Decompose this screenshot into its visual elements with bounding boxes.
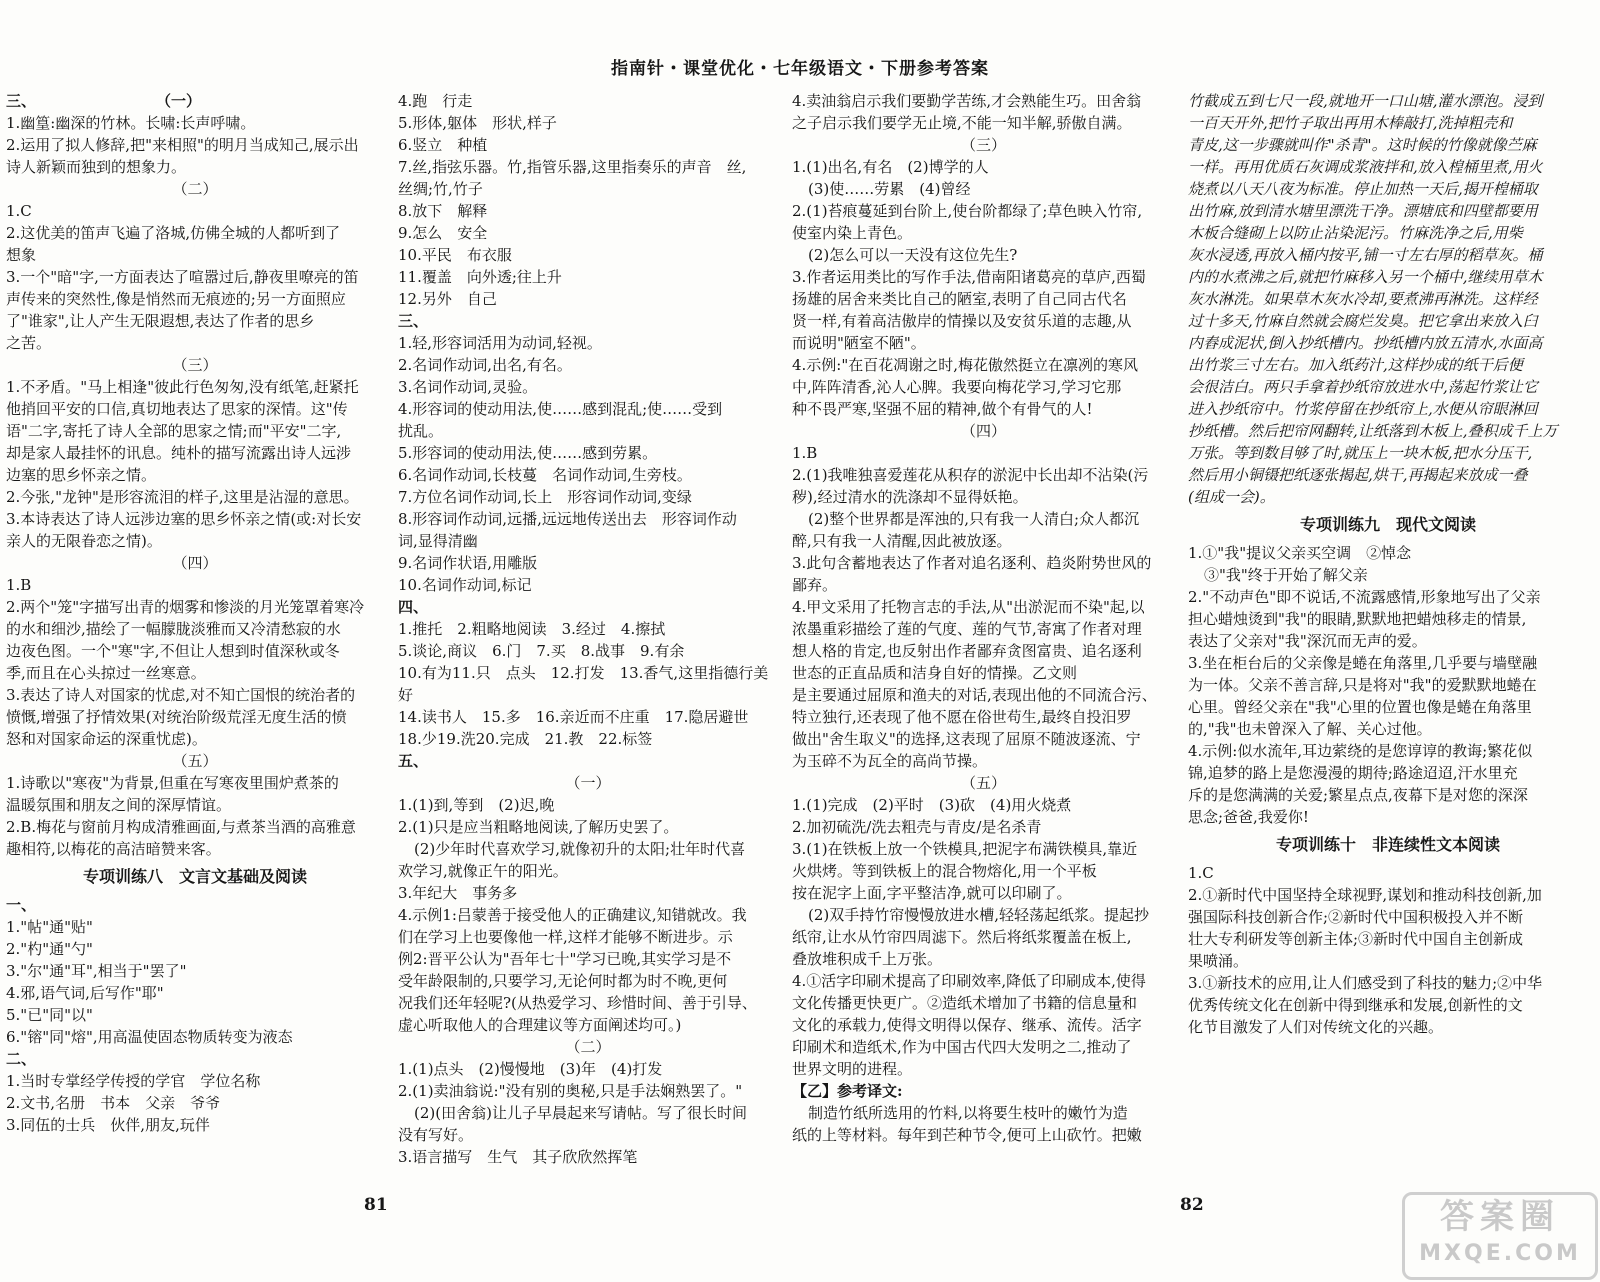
answer-line: 3.一个"暗"字,一方面表达了喧嚣过后,静夜里嘹亮的笛 xyxy=(6,268,359,286)
answer-line: 11.覆盖 向外透;往上升 xyxy=(398,268,562,286)
subsection-heading: （三） xyxy=(960,136,1006,154)
answer-line: 2.加初硫洗/洗去粗壳与青皮/是名杀青 xyxy=(792,818,1042,836)
answer-line: 化节目激发了人们对传统文化的兴趣。 xyxy=(1188,1018,1444,1036)
answer-column-1 xyxy=(6,90,384,1136)
answer-line: 1.(1)完成 (2)平时 (3)砍 (4)用火烧煮 xyxy=(792,796,1072,814)
answer-line: 2.这优美的笛声飞遍了洛城,仿佛全城的人都听到了 xyxy=(6,224,341,242)
answer-line: 鄙弃。 xyxy=(792,576,838,594)
answer-line: 2.(1)只是应当粗略地阅读,了解历史罢了。 xyxy=(398,818,679,836)
answer-line: 3.同伍的士兵 伙伴,朋友,玩伴 xyxy=(6,1116,210,1134)
answer-line: 1.诗歌以"寒夜"为背景,但重在写寒夜里围炉煮茶的 xyxy=(6,774,339,792)
answer-column-4 xyxy=(1188,90,1588,1038)
answer-line: 特立独行,还表现了他不愿在俗世苟生,最终自投汨罗 xyxy=(792,708,1132,726)
answer-line: 万张。等到数目够了时,就压上一块木板,把水分压干, xyxy=(1188,444,1533,462)
answer-line: 声传来的突然性,像是悄然而无痕迹的;另一方面照应 xyxy=(6,290,346,308)
answer-line: 出竹麻,放到清水塘里漂洗干净。漂塘底和四壁都要用 xyxy=(1188,202,1538,220)
answer-line: 4.示例1:吕蒙善于接受他人的正确建议,知错就改。我 xyxy=(398,906,747,924)
answer-line: 种不畏严寒,坚强不屈的精神,做个有骨气的人! xyxy=(792,400,1093,418)
answer-line: 边夜色图。一个"寒"字,不但让人想到时值深秋或冬 xyxy=(6,642,340,660)
watermark-text-top: 答案圈 xyxy=(1440,1197,1560,1237)
answer-line: 3.此句含蓄地表达了作者对追名逐利、趋炎附势世风的 xyxy=(792,554,1152,572)
answer-line: 扰乱。 xyxy=(398,422,444,440)
answer-line: (2)整个世界都是浑浊的,只有我一人清白;众人都沉 xyxy=(808,510,1140,528)
answer-line: 1.当时专掌经学传授的学官 学位名称 xyxy=(6,1072,261,1090)
answer-line: 出竹浆三寸左右。加入纸药汁,这样抄成的纸干后便 xyxy=(1188,356,1523,374)
answer-line: 他捎回平安的口信,真切地表达了思家的深情。这"传 xyxy=(6,400,348,418)
answer-line: 1.轻,形容词活用为动词,轻视。 xyxy=(398,334,602,352)
answer-line: 1.不矛盾。"马上相逢"彼此行色匆匆,没有纸笔,赶紧托 xyxy=(6,378,359,396)
answer-line: 7.方位名词作动词,长上 形容词作动词,变绿 xyxy=(398,488,692,506)
answer-line: 5.形体,躯体 形状,样子 xyxy=(398,114,557,132)
answer-line: 灰水淋洗。如果草木灰水冷却,要煮沸再淋洗。这样经 xyxy=(1188,290,1538,308)
answer-line: 4.卖油翁启示我们要勤学苦练,才会熟能生巧。田舍翁 xyxy=(792,92,1142,110)
answer-line: 愤慨,增强了抒情效果(对统治阶级荒淫无度生活的愤 xyxy=(6,708,347,726)
answer-line: 而说明"陋室不陋"。 xyxy=(792,334,926,352)
answer-line: 一样。再用优质石灰调成浆液拌和,放入楻桶里煮,用火 xyxy=(1188,158,1543,176)
answer-line: 抄纸槽。然后把帘网翻转,让纸落到木板上,叠积成千上万 xyxy=(1188,422,1558,440)
answer-line: 的水和细沙,描绘了一幅朦胧淡雅而又冷清愁寂的水 xyxy=(6,620,341,638)
answer-line: 想人格的肯定,也反射出作者鄙弃贪图富贵、追名逐利 xyxy=(792,642,1142,660)
answer-line: 秽),经过清水的洗涤却不显得妖艳。 xyxy=(792,488,1028,506)
answer-line: 是主要通过屈原和渔夫的对话,表现出他的不同流合污、 xyxy=(792,686,1157,704)
answer-line: 丝绸;竹,竹子 xyxy=(398,180,483,198)
answer-line: 3."尔"通"耳",相当于"罢了" xyxy=(6,962,187,980)
answer-line: (组成一会)。 xyxy=(1188,488,1275,506)
answer-line: 2.①新时代中国坚持全球视野,谋划和推动科技创新,加 xyxy=(1188,886,1542,904)
answer-line: 的,"我"也未曾深入了解、关心过他。 xyxy=(1188,720,1432,738)
answer-line: 烧煮以八天八夜为标准。停止加热一天后,揭开楻桶取 xyxy=(1188,180,1538,198)
answer-line: 6.竖立 种植 xyxy=(398,136,488,154)
answer-line: (2)(田舍翁)让儿子早晨起来写请帖。写了很长时间 xyxy=(414,1104,747,1122)
answer-line: 果喷涌。 xyxy=(1188,952,1249,970)
answer-line: 了"谁家",让人产生无限遐想,表达了作者的思乡 xyxy=(6,312,315,330)
answer-line: 强国际科技创新合作;②新时代中国积极投入并不断 xyxy=(1188,908,1524,926)
answer-line: 4.甲文采用了托物言志的手法,从"出淤泥而不染"起,以 xyxy=(792,598,1145,616)
answer-line: 季,而且在心头掠过一丝寒意。 xyxy=(6,664,206,682)
answer-line: 3.年纪大 事务多 xyxy=(398,884,518,902)
answer-line: 1.推托 2.粗略地阅读 3.经过 4.擦拭 xyxy=(398,620,666,638)
answer-line: 内的水煮沸之后,就把竹麻移入另一个桶中,继续用草木 xyxy=(1188,268,1543,286)
answer-line: 会很洁白。两只手拿着抄纸帘放进水中,荡起竹浆让它 xyxy=(1188,378,1538,396)
answer-line: 纸帘,让水从竹帘四周滤下。然后将纸浆覆盖在板上, xyxy=(792,928,1132,946)
answer-line: 1.幽篁:幽深的竹林。长啸:长声呼啸。 xyxy=(6,114,256,132)
section-title: 专项训练八 文言文基础及阅读 xyxy=(82,867,307,886)
answer-line: 况我们还年轻呢?(从热爱学习、珍惜时间、善于引导、 xyxy=(398,994,757,1012)
answer-line: 做出"舍生取义"的选择,这表现了屈原不随波逐流、宁 xyxy=(792,730,1141,748)
answer-line: 一百天开外,把竹子取出再用木棒敲打,洗掉粗壳和 xyxy=(1188,114,1513,132)
answer-line: 4.示例:似水流年,耳边萦绕的是您谆谆的教诲;繁花似 xyxy=(1188,742,1533,760)
answer-column-3 xyxy=(792,90,1175,1146)
section-title: 专项训练十 非连续性文本阅读 xyxy=(1275,835,1500,854)
answer-line: 1.C xyxy=(1188,864,1214,882)
answer-line: 亲人的无限眷恋之情)。 xyxy=(6,532,162,550)
answer-line: 2."杓"通"勺" xyxy=(6,940,93,958)
answer-line: 1.B xyxy=(792,444,818,462)
answer-line: 6."镕"同"熔",用高温使固态物质转变为液态 xyxy=(6,1028,293,1046)
answer-line: 温暖氛围和朋友之间的深厚情谊。 xyxy=(6,796,232,814)
answer-line: 4.形容词的使动用法,使……感到混乱;使……受到 xyxy=(398,400,723,418)
answer-column-2 xyxy=(398,90,778,1168)
answer-line: 然后用小铜镊把纸逐张揭起,烘干,再揭起来放成一叠 xyxy=(1188,466,1528,484)
answer-line: 欢学习,就像正午的阳光。 xyxy=(398,862,568,880)
subsection-heading: （二） xyxy=(565,1038,611,1056)
answer-line: 1."帖"通"贴" xyxy=(6,918,93,936)
answer-line: 3.坐在柜台后的父亲像是蜷在角落里,几乎要与墙壁融 xyxy=(1188,654,1538,672)
answer-line: 按在泥字上面,字平整洁净,就可以印刷了。 xyxy=(792,884,1072,902)
answer-line: 3.作者运用类比的写作手法,借南阳诸葛亮的草庐,西蜀 xyxy=(792,268,1146,286)
answer-line: 5.谈论,商议 6.门 7.买 8.战事 9.有余 xyxy=(398,642,685,660)
answer-line: 制造竹纸所选用的竹料,以将要生枝叶的嫩竹为造 xyxy=(808,1104,1128,1122)
answer-line: 担心蜡烛烫到"我"的眼睛,默默地把蜡烛移走的情景, xyxy=(1188,610,1527,628)
answer-line: 内舂成泥状,倒入抄纸槽内。抄纸槽内放五清水,水面高 xyxy=(1188,334,1543,352)
answer-line: 纸的上等材料。每年到芒种节令,便可上山砍竹。把嫩 xyxy=(792,1126,1142,1144)
answer-line: 2.(1)卖油翁说:"没有别的奥秘,只是手法娴熟罢了。" xyxy=(398,1082,743,1100)
page-number-left: 81 xyxy=(364,1195,388,1215)
answer-line: 2.(1)我唯独喜爱莲花从积存的淤泥中长出却不沾染(污 xyxy=(792,466,1149,484)
answer-line: 使室内染上青色。 xyxy=(792,224,913,242)
site-watermark-logo xyxy=(1402,1192,1598,1280)
page-header: 指南针・课堂优化・七年级语文・下册参考答案 xyxy=(611,59,989,79)
answer-line: 3.①新技术的应用,让人们感受到了科技的魅力;②中华 xyxy=(1188,974,1543,992)
section-heading: 三、 xyxy=(398,312,429,330)
answer-line: 4.①活字印刷术提高了印刷效率,降低了印刷成本,使得 xyxy=(792,972,1146,990)
answer-line: 印刷术和造纸术,作为中国古代四大发明之二,推动了 xyxy=(792,1038,1132,1056)
answer-line: 之子启示我们要学无止境,不能一知半解,骄傲自满。 xyxy=(792,114,1132,132)
answer-line: 5."已"同"以" xyxy=(6,1006,93,1024)
page-number-right: 82 xyxy=(1180,1195,1204,1215)
section-heading: 四、 xyxy=(398,598,429,616)
answer-line: 2.B.梅花与窗前月构成清雅画面,与煮茶当酒的高雅意 xyxy=(6,818,356,836)
answer-line: 之苦。 xyxy=(6,334,52,352)
answer-line: 4.跑 行走 xyxy=(398,92,473,110)
answer-line: 世界文明的进程。 xyxy=(792,1060,913,1078)
answer-line: 1.(1)点头 (2)慢慢地 (3)年 (4)打发 xyxy=(398,1060,663,1078)
answer-line: 18.少19.洗20.完成 21.教 22.标签 xyxy=(398,730,653,748)
answer-line: 贤一样,有着高洁傲岸的情操以及安贫乐道的志趣,从 xyxy=(792,312,1132,330)
answer-line: 醉,只有我一人清醒,因此被放逐。 xyxy=(792,532,1012,550)
watermark-text-bottom: MXQE.COM xyxy=(1419,1241,1581,1266)
answer-line: 没有写好。 xyxy=(398,1126,474,1144)
answer-line: 为玉碎不为瓦全的高尚节操。 xyxy=(792,752,988,770)
answer-line: 2.(1)苔痕蔓延到台阶上,使台阶都绿了;草色映入竹帘, xyxy=(792,202,1143,220)
answer-line: 优秀传统文化在创新中得到继承和发展,创新性的文 xyxy=(1188,996,1523,1014)
answer-line: 边塞的思乡怀亲之情。 xyxy=(6,466,157,484)
section-heading: 一、 xyxy=(6,896,37,914)
answer-line: 怒和对国家命运的深重忧虑)。 xyxy=(6,730,207,748)
answer-line: 2."不动声色"即不说话,不流露感情,形象地写出了父亲 xyxy=(1188,588,1541,606)
answer-line: 文化的承载力,使得文明得以保存、继承、流传。活字 xyxy=(792,1016,1142,1034)
answer-line: 2.名词作动词,出名,有名。 xyxy=(398,356,572,374)
answer-line: 想象 xyxy=(6,246,37,264)
answer-line: 为一体。父亲不善言辞,只是将对"我"的爱默默地蜷在 xyxy=(1188,676,1537,694)
answer-line: 10.有为11.只 点头 12.打发 13.香气,这里指德行美好 xyxy=(398,664,769,704)
answer-line: 例2:晋平公认为"吾年七十"学习已晚,其实学习是不 xyxy=(398,950,732,968)
answer-line: 1.(1)到,等到 (2)迟,晚 xyxy=(398,796,555,814)
answer-line: 世态的正直品质和洁身自好的情操。乙文则 xyxy=(792,664,1078,682)
answer-line: 4.邪,语气词,后写作"耶" xyxy=(6,984,164,1002)
answer-line: 中,阵阵清香,沁人心脾。我要向梅花学习,学习它那 xyxy=(792,378,1122,396)
answer-line: 叠放堆积成千上万张。 xyxy=(792,950,943,968)
answer-line: 2.两个"笼"字描写出青的烟雾和惨淡的月光笼罩着寒冷 xyxy=(6,598,365,616)
answer-line: ③"我"终于开始了解父亲 xyxy=(1204,566,1368,584)
answer-line: 思念;爸爸,我爱你! xyxy=(1188,808,1309,826)
answer-line: 斥的是您满满的关爱;繁星点点,夜幕下是对您的深深 xyxy=(1188,786,1528,804)
answer-line: 词,显得清幽 xyxy=(398,532,478,550)
answer-line: 9.怎么 安全 xyxy=(398,224,488,242)
answer-line: 文化传播更快更广。②造纸术增加了书籍的信息量和 xyxy=(792,994,1138,1012)
subsection-heading: （一） xyxy=(565,774,611,792)
section-heading: 三、 （一） xyxy=(6,92,202,110)
answer-line: 3.名词作动词,灵验。 xyxy=(398,378,538,396)
answer-line: 2.运用了拟人修辞,把"来相照"的明月当成知己,展示出 xyxy=(6,136,359,154)
answer-line: 扬雄的居舍来类比自己的陋室,表明了自己同古代名 xyxy=(792,290,1127,308)
answer-line: 进入抄纸帘中。竹浆停留在抄纸帘上,水便从帘眼淋回 xyxy=(1188,400,1538,418)
answer-line: 们在学习上也要像他一样,这样才能够不断进步。示 xyxy=(398,928,733,946)
answer-line: 竹截成五到七尺一段,就地开一口山塘,灌水漂泡。浸到 xyxy=(1188,92,1543,110)
answer-line: 虚心听取他人的合理建议等方面阐述均可。) xyxy=(398,1016,682,1034)
answer-line: 12.另外 自己 xyxy=(398,290,497,308)
answer-line: 10.平民 布衣服 xyxy=(398,246,512,264)
answer-line: 壮大专利研发等创新主体;③新时代中国自主创新成 xyxy=(1188,930,1524,948)
answer-line: (2)双手持竹帘慢慢放进水槽,轻轻荡起纸浆。提起抄 xyxy=(808,906,1150,924)
answer-line: 14.读书人 15.多 16.亲近而不庄重 17.隐居避世 xyxy=(398,708,749,726)
subsection-heading: （三） xyxy=(172,356,218,374)
subsection-heading: （五） xyxy=(960,774,1006,792)
subsection-heading: （二） xyxy=(172,180,218,198)
answer-line: 2.文书,名册 书本 父亲 爷爷 xyxy=(6,1094,221,1112)
answer-line: 3.(1)在铁板上放一个铁模具,把泥字布满铁模具,靠近 xyxy=(792,840,1138,858)
answer-line: 灰水浸透,再放入桶内按平,铺一寸左右厚的稻草灰。桶 xyxy=(1188,246,1543,264)
reference-translation-heading: 【乙】参考译文: xyxy=(792,1082,903,1100)
subsection-heading: （五） xyxy=(172,752,218,770)
section-heading: 五、 xyxy=(398,752,429,770)
answer-line: 火烘烤。等到铁板上的混合物熔化,用一个平板 xyxy=(792,862,1097,880)
answer-line: 锦,追梦的路上是您漫漫的期待;路途迢迢,汗水里充 xyxy=(1188,764,1518,782)
section-heading: 二、 xyxy=(6,1050,37,1068)
answer-line: (2)怎么可以一天没有这位先生? xyxy=(808,246,1018,264)
answer-line: 7.丝,指弦乐器。竹,指管乐器,这里指奏乐的声音 丝, xyxy=(398,158,747,176)
answer-line: 浓墨重彩描绘了莲的气度、莲的气节,寄寓了作者对理 xyxy=(792,620,1142,638)
subsection-heading: （四） xyxy=(172,554,218,572)
answer-line: 3.语言描写 生气 其子欣欣然挥笔 xyxy=(398,1148,638,1166)
answer-line: 3.表达了诗人对国家的忧虑,对不知亡国恨的统治者的 xyxy=(6,686,356,704)
answer-line: 1.B xyxy=(6,576,32,594)
answer-line: 8.放下 解释 xyxy=(398,202,488,220)
subsection-heading: （四） xyxy=(960,422,1006,440)
answer-line: 趣相符,以梅花的高洁暗赞来客。 xyxy=(6,840,221,858)
answer-line: 心里。曾经父亲在"我"心里的位置也像是蜷在角落里 xyxy=(1188,698,1532,716)
answer-line: 5.形容词的使动用法,使……感到劳累。 xyxy=(398,444,658,462)
answer-line: 10.名词作动词,标记 xyxy=(398,576,532,594)
answer-line: 青皮,这一步骤就叫作"杀青"。这时候的竹像就像苎麻 xyxy=(1188,136,1537,154)
answer-line: 1.①"我"提议父亲买空调 ②悼念 xyxy=(1188,544,1412,562)
answer-line: 8.形容词作动词,远播,远远地传送出去 形容词作动 xyxy=(398,510,737,528)
answer-line: 4.示例:"在百花凋谢之时,梅花傲然挺立在凛冽的寒风 xyxy=(792,356,1139,374)
answer-line: 1.(1)出名,有名 (2)博学的人 xyxy=(792,158,989,176)
answer-line: 诗人新颖而独到的想象力。 xyxy=(6,158,187,176)
answer-line: (3)使……劳累 (4)曾经 xyxy=(808,180,971,198)
answer-line: 3.本诗表达了诗人远涉边塞的思乡怀亲之情(或:对长安 xyxy=(6,510,362,528)
answer-line: 木板合缝砌上以防止沾染泥污。竹麻洗净之后,用柴 xyxy=(1188,224,1523,242)
answer-line: 过十多天,竹麻自然就会腐烂发臭。把它拿出来放入臼 xyxy=(1188,312,1538,330)
section-title: 专项训练九 现代文阅读 xyxy=(1299,515,1476,534)
answer-line: 表达了父亲对"我"深沉而无声的爱。 xyxy=(1188,632,1427,650)
answer-line: 2.今张,"龙钟"是形容流泪的样子,这里是沾湿的意思。 xyxy=(6,488,359,506)
answer-line: 1.C xyxy=(6,202,32,220)
answer-line: 6.名词作动词,长枝蔓 名词作动词,生旁枝。 xyxy=(398,466,692,484)
answer-line: 受年龄限制的,只要学习,无论何时都为时不晚,更何 xyxy=(398,972,728,990)
answer-line: 却是家人最挂怀的讯息。纯朴的描写流露出诗人远涉 xyxy=(6,444,352,462)
answer-line: 9.名词作状语,用雕版 xyxy=(398,554,538,572)
answer-line: (2)少年时代喜欢学习,就像初升的太阳;壮年时代喜 xyxy=(414,840,746,858)
answer-line: 语"二字,寄托了诗人全部的思家之情;而"平安"二字, xyxy=(6,422,342,440)
